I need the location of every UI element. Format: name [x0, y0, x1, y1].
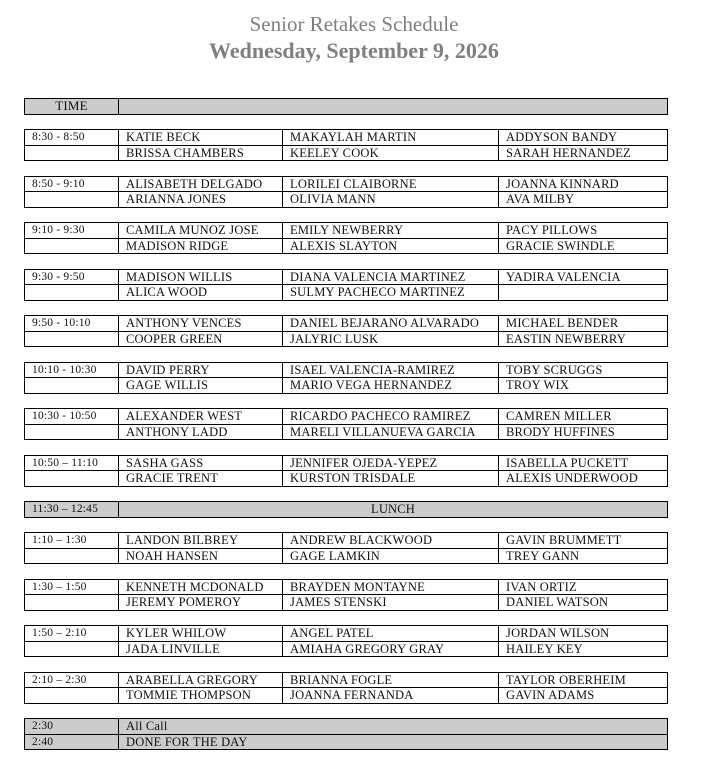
student-name-cell: DIANA VALENCIA MARTINEZ	[283, 269, 499, 285]
schedule-row	[25, 362, 668, 378]
student-name-cell: MAKAYLAH MARTIN	[283, 130, 499, 146]
student-name-cell: HAILEY KEY	[499, 641, 668, 657]
schedule-row	[25, 238, 668, 254]
page-subtitle: Wednesday, September 9, 2026	[209, 38, 499, 63]
page-title: Senior Retakes Schedule	[249, 12, 459, 36]
student-name-cell: GAVIN ADAMS	[499, 688, 668, 704]
final-label: DONE FOR THE DAY	[119, 734, 668, 750]
spacer-row	[25, 254, 668, 270]
spacer-cell	[25, 517, 668, 533]
spacer-row	[25, 114, 668, 130]
time-cell	[25, 688, 119, 704]
student-name-cell: EMILY NEWBERRY	[283, 223, 499, 239]
schedule-row	[25, 424, 668, 440]
student-name-cell: ANGEL PATEL	[283, 626, 499, 642]
schedule-row	[25, 145, 668, 161]
student-name-cell: MADISON WILLIS	[119, 269, 283, 285]
time-cell: 10:50 – 11:10	[25, 455, 119, 471]
student-name-cell: ARABELLA GREGORY	[119, 672, 283, 688]
time-cell	[25, 641, 119, 657]
schedule-row	[25, 471, 668, 487]
schedule-row	[25, 579, 668, 595]
time-cell: 11:30 – 12:45	[25, 502, 119, 518]
time-cell	[25, 285, 119, 301]
schedule-row	[25, 548, 668, 564]
student-name-cell: BRISSA CHAMBERS	[119, 145, 283, 161]
student-name-cell: CAMILA MUNOZ JOSE	[119, 223, 283, 239]
student-name-cell: BRIANNA FOGLE	[283, 672, 499, 688]
student-name-cell: MARIO VEGA HERNANDEZ	[283, 378, 499, 394]
spacer-cell	[25, 207, 668, 223]
spacer-row	[25, 703, 668, 719]
time-cell: 1:30 – 1:50	[25, 579, 119, 595]
student-name-cell: COOPER GREEN	[119, 331, 283, 347]
student-name-cell: IVAN ORTIZ	[499, 579, 668, 595]
header-row	[25, 99, 668, 115]
student-name-cell: NOAH HANSEN	[119, 548, 283, 564]
time-cell: 2:30	[25, 719, 119, 735]
spacer-cell	[25, 486, 668, 502]
schedule-row	[25, 269, 668, 285]
student-name-cell: ADDYSON BANDY	[499, 130, 668, 146]
student-name-cell: GRACIE SWINDLE	[499, 238, 668, 254]
spacer-row	[25, 517, 668, 533]
student-name-cell: CAMREN MILLER	[499, 409, 668, 425]
spacer-cell	[25, 161, 668, 177]
student-name-cell: ISAEL VALENCIA-RAMIREZ	[283, 362, 499, 378]
schedule-row	[25, 130, 668, 146]
time-cell	[25, 548, 119, 564]
student-name-cell: EASTIN NEWBERRY	[499, 331, 668, 347]
spacer-row	[25, 300, 668, 316]
time-cell: 8:30 - 8:50	[25, 130, 119, 146]
time-cell: 9:30 - 9:50	[25, 269, 119, 285]
student-name-cell: TOMMIE THOMPSON	[119, 688, 283, 704]
student-name-cell: AMIAHA GREGORY GRAY	[283, 641, 499, 657]
schedule-row	[25, 626, 668, 642]
spacer-row	[25, 347, 668, 363]
time-cell: 9:10 - 9:30	[25, 223, 119, 239]
schedule-row	[25, 533, 668, 549]
spacer-cell	[25, 610, 668, 626]
schedule-row	[25, 409, 668, 425]
schedule-table	[24, 98, 668, 750]
student-name-cell: KYLER WHILOW	[119, 626, 283, 642]
spacer-cell	[25, 347, 668, 363]
spacer-row	[25, 440, 668, 456]
student-name-cell: AVA MILBY	[499, 192, 668, 208]
student-name-cell: MARELI VILLANUEVA GARCIA	[283, 424, 499, 440]
student-name-cell: JEREMY POMEROY	[119, 595, 283, 611]
student-name-cell: JOANNA FERNANDA	[283, 688, 499, 704]
student-name-cell: DAVID PERRY	[119, 362, 283, 378]
schedule-row	[25, 285, 668, 301]
spacer-cell	[25, 254, 668, 270]
student-name-cell: KATIE BECK	[119, 130, 283, 146]
final-row	[25, 719, 668, 735]
student-name-cell: JAMES STENSKI	[283, 595, 499, 611]
student-name-cell: SARAH HERNANDEZ	[499, 145, 668, 161]
time-cell: 10:30 - 10:50	[25, 409, 119, 425]
schedule-row	[25, 316, 668, 332]
time-header: TIME	[25, 99, 119, 115]
spacer-row	[25, 393, 668, 409]
schedule-row	[25, 595, 668, 611]
time-cell: 1:10 – 1:30	[25, 533, 119, 549]
student-name-cell: GAGE WILLIS	[119, 378, 283, 394]
student-name-cell: JENNIFER OJEDA-YEPEZ	[283, 455, 499, 471]
student-name-cell: TAYLOR OBERHEIM	[499, 672, 668, 688]
spacer-row	[25, 207, 668, 223]
final-row	[25, 734, 668, 750]
schedule-row	[25, 641, 668, 657]
time-cell: 1:50 – 2:10	[25, 626, 119, 642]
student-name-cell: ALEXIS SLAYTON	[283, 238, 499, 254]
schedule-row	[25, 455, 668, 471]
student-name-cell: GRACIE TRENT	[119, 471, 283, 487]
schedule-row	[25, 672, 668, 688]
student-name-cell: JOANNA KINNARD	[499, 176, 668, 192]
student-name-cell: ALEXANDER WEST	[119, 409, 283, 425]
student-name-cell: MICHAEL BENDER	[499, 316, 668, 332]
time-cell	[25, 145, 119, 161]
schedule-row	[25, 331, 668, 347]
student-name-cell: MADISON RIDGE	[119, 238, 283, 254]
student-name-cell: ANTHONY VENCES	[119, 316, 283, 332]
student-name-cell: SULMY PACHECO MARTINEZ	[283, 285, 499, 301]
spacer-row	[25, 161, 668, 177]
time-cell	[25, 424, 119, 440]
time-cell	[25, 192, 119, 208]
student-name-cell: KEELEY COOK	[283, 145, 499, 161]
student-name-cell: ANDREW BLACKWOOD	[283, 533, 499, 549]
student-name-cell: OLIVIA MANN	[283, 192, 499, 208]
lunch-row	[25, 502, 668, 518]
student-name-cell: BRODY HUFFINES	[499, 424, 668, 440]
student-name-cell: ARIANNA JONES	[119, 192, 283, 208]
student-name-cell: ALISABETH DELGADO	[119, 176, 283, 192]
schedule-row	[25, 192, 668, 208]
student-name-cell: PACY PILLOWS	[499, 223, 668, 239]
final-label: All Call	[119, 719, 668, 735]
schedule-row	[25, 223, 668, 239]
student-name-cell: ISABELLA PUCKETT	[499, 455, 668, 471]
spacer-cell	[25, 393, 668, 409]
student-name-cell	[499, 285, 668, 301]
student-name-cell: TOBY SCRUGGS	[499, 362, 668, 378]
time-cell	[25, 238, 119, 254]
schedule-row	[25, 176, 668, 192]
schedule-row	[25, 688, 668, 704]
lunch-label: LUNCH	[119, 502, 668, 518]
spacer-row	[25, 610, 668, 626]
student-name-cell: RICARDO PACHECO RAMIREZ	[283, 409, 499, 425]
spacer-cell	[25, 564, 668, 580]
spacer-row	[25, 564, 668, 580]
student-name-cell: DANIEL WATSON	[499, 595, 668, 611]
spacer-cell	[25, 703, 668, 719]
spacer-cell	[25, 657, 668, 673]
student-name-cell: ANTHONY LADD	[119, 424, 283, 440]
student-name-cell: TROY WIX	[499, 378, 668, 394]
time-cell	[25, 595, 119, 611]
time-cell	[25, 378, 119, 394]
student-name-cell: BRAYDEN MONTAYNE	[283, 579, 499, 595]
student-name-cell: JALYRIC LUSK	[283, 331, 499, 347]
student-name-cell: GAVIN BRUMMETT	[499, 533, 668, 549]
time-cell	[25, 331, 119, 347]
student-name-cell: DANIEL BEJARANO ALVARADO	[283, 316, 499, 332]
spacer-cell	[25, 300, 668, 316]
time-cell: 2:40	[25, 734, 119, 750]
student-name-cell: KURSTON TRISDALE	[283, 471, 499, 487]
student-name-cell: KENNETH MCDONALD	[119, 579, 283, 595]
spacer-row	[25, 486, 668, 502]
student-name-cell: LORILEI CLAIBORNE	[283, 176, 499, 192]
student-name-cell: GAGE LAMKIN	[283, 548, 499, 564]
header-blank-cell	[119, 99, 668, 115]
time-cell	[25, 471, 119, 487]
student-name-cell: ALEXIS UNDERWOOD	[499, 471, 668, 487]
student-name-cell: JADA LINVILLE	[119, 641, 283, 657]
student-name-cell: YADIRA VALENCIA	[499, 269, 668, 285]
time-cell: 10:10 - 10:30	[25, 362, 119, 378]
student-name-cell: LANDON BILBREY	[119, 533, 283, 549]
student-name-cell: JORDAN WILSON	[499, 626, 668, 642]
student-name-cell: ALICA WOOD	[119, 285, 283, 301]
student-name-cell: SASHA GASS	[119, 455, 283, 471]
schedule-row	[25, 378, 668, 394]
time-cell: 9:50 - 10:10	[25, 316, 119, 332]
time-cell: 8:50 - 9:10	[25, 176, 119, 192]
spacer-row	[25, 657, 668, 673]
time-cell: 2:10 – 2:30	[25, 672, 119, 688]
spacer-cell	[25, 114, 668, 130]
spacer-cell	[25, 440, 668, 456]
student-name-cell: TREY GANN	[499, 548, 668, 564]
